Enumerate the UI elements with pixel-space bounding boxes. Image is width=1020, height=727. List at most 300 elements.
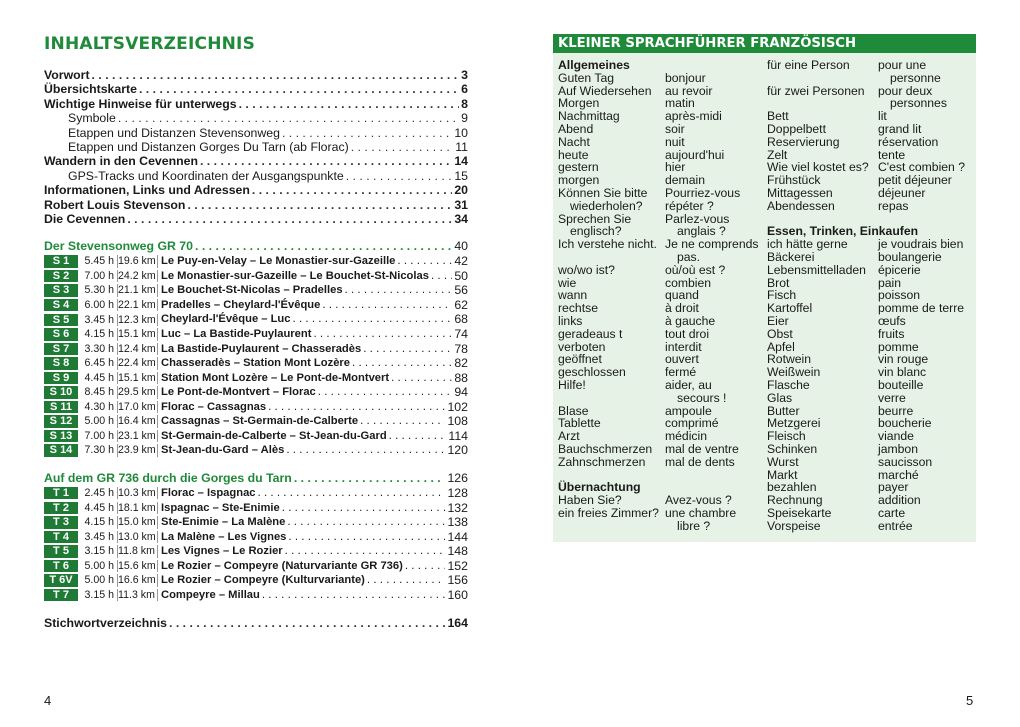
phrase-line: Apfel	[767, 339, 795, 354]
stage-distance: 15.1 km	[118, 328, 158, 341]
stage-row[interactable]	[44, 573, 468, 588]
phrase-line: Bett	[767, 109, 789, 124]
toc-entry[interactable]	[44, 140, 468, 154]
stage-page: 148	[447, 544, 468, 559]
phrase-line: fruits	[878, 326, 905, 341]
leader-dots	[118, 111, 459, 125]
leader-dots	[200, 154, 452, 168]
stage-route: Station Mont Lozère – Le Pont-de-Montvert	[161, 371, 390, 384]
phrase-line: tout droi	[665, 326, 710, 341]
stage-route: Florac – Ispagnac	[161, 486, 256, 499]
phrase-line: Eier	[767, 313, 789, 328]
phrase-line: Avez-vous ?	[665, 493, 732, 508]
phrase-line: une chambre	[665, 505, 737, 520]
phrase-line: pour deux	[878, 83, 933, 98]
stage-distance: 19.6 km	[118, 255, 158, 268]
leader-dots	[351, 140, 454, 154]
phrase-line: Metzgerei	[767, 416, 821, 431]
section-title: Auf dem GR 736 durch die Gorges du Tarn	[44, 470, 292, 485]
toc-entry-text: Etappen und Distanzen Stevensonweg	[68, 125, 280, 140]
stage-row[interactable]	[44, 486, 468, 501]
stage-duration: 7.00 h	[78, 430, 118, 443]
phrase-line: Können Sie bitte	[558, 185, 648, 200]
toc-entry-page: 34	[454, 211, 468, 226]
toc-entry-text: Etappen und Distanzen Gorges Du Tarn (ab Florac)	[68, 139, 349, 154]
stage-distance: 16.4 km	[118, 415, 158, 428]
phrase-line: œufs	[878, 313, 906, 328]
phrase-line: où/où est ?	[665, 262, 726, 277]
phrase-line: aider, au	[665, 377, 712, 392]
phrase-line: ich hätte gerne	[767, 237, 848, 252]
leader-dots	[127, 212, 452, 226]
phrase-line: au revoir	[665, 83, 713, 98]
toc-title: INHALTSVERZEICHNIS	[44, 34, 256, 54]
stage-code-badge: T 3	[44, 516, 78, 529]
stage-route: La Malène – Les Vignes	[161, 530, 287, 543]
stage-page: 74	[454, 327, 468, 342]
stage-page: 56	[454, 283, 468, 298]
page-number-right: 5	[966, 693, 974, 708]
phrase-line: rechtse	[558, 301, 598, 316]
phrase-line: nuit	[665, 134, 685, 149]
phrase-section-heading: Übernachtung	[558, 480, 641, 495]
phrase-line: pomme de terre	[878, 301, 965, 316]
stage-code-badge: S 9	[44, 372, 78, 385]
phrase-line	[767, 72, 878, 85]
leader-dots	[187, 198, 452, 212]
stage-route: Le Rozier – Compeyre (Naturvariante GR 736)	[161, 559, 403, 572]
toc-entry[interactable]	[44, 169, 468, 183]
phrase-line: gestern	[558, 160, 599, 175]
toc-entry[interactable]	[44, 126, 468, 140]
phrase-line: Vorspeise	[767, 518, 821, 533]
stage-distance: 18.1 km	[118, 502, 158, 515]
phrase-line: déjeuner	[878, 185, 926, 200]
stage-code-badge: S 8	[44, 357, 78, 370]
toc-entry-text: Wandern in den Cevennen	[44, 154, 198, 169]
stage-duration: 5.00 h	[78, 415, 118, 428]
phrase-line: Rechnung	[767, 493, 823, 508]
stage-route: Compeyre – Millau	[161, 588, 260, 601]
stage-route: St-Germain-de-Calberte – St-Jean-du-Gard	[161, 429, 387, 442]
phrase-line: Morgen	[558, 96, 600, 111]
leader-dots	[367, 573, 446, 588]
stage-row[interactable]	[44, 269, 468, 284]
stage-route: Pradelles – Cheylard-l'Évêque	[161, 298, 321, 311]
phrase-column-german-1	[553, 59, 665, 532]
stage-row[interactable]	[44, 515, 468, 530]
section-page: 40	[454, 239, 468, 254]
phrase-line: Abend	[558, 121, 594, 136]
stage-row[interactable]	[44, 559, 468, 574]
stage-route: Cheylard-l'Évêque – Luc	[161, 313, 291, 326]
phrase-line: Reservierung	[767, 134, 840, 149]
leader-dots	[405, 559, 446, 574]
phrase-line: geradeaus t	[558, 326, 623, 341]
stage-duration: 3.45 h	[78, 314, 118, 327]
phrase-column-french-1	[665, 59, 767, 532]
stage-distance: 24.2 km	[118, 270, 158, 283]
toc-entry-text: Übersichtskarte	[44, 82, 137, 97]
toc-entry-page: 164	[447, 616, 468, 631]
stage-row[interactable]	[44, 429, 468, 444]
stage-row[interactable]	[44, 312, 468, 327]
phrase-line: mal de dents	[665, 454, 735, 469]
stage-code-badge: S 10	[44, 386, 78, 399]
phrase-line: Blase	[558, 403, 589, 418]
phrase-line: Wie viel kostet es?	[767, 160, 869, 175]
stage-page: 114	[448, 428, 468, 443]
phrase-line	[558, 392, 665, 405]
phrase-line: C'est combien ?	[878, 160, 966, 175]
toc-entry-page: 3	[461, 68, 468, 82]
leader-dots	[322, 298, 452, 313]
stage-page: 160	[447, 587, 468, 602]
phrase-line: Zahnschmerzen	[558, 454, 646, 469]
toc-entry[interactable]	[44, 198, 468, 212]
phrase-line: soir	[665, 121, 685, 136]
stage-distance: 12.4 km	[118, 343, 158, 356]
stage-code-badge: T 6	[44, 560, 78, 573]
phrase-line: Frühstück	[767, 173, 821, 188]
phrase-line: Zelt	[767, 147, 788, 162]
leader-dots	[239, 97, 460, 111]
phrase-line: poisson	[878, 288, 921, 303]
phrase-line: beurre	[878, 403, 914, 418]
stage-row[interactable]	[44, 356, 468, 371]
leader-dots	[346, 169, 453, 183]
phrase-column-french-2	[878, 59, 976, 532]
phrase-line: Arzt	[558, 429, 580, 444]
phrase-line: payer	[878, 480, 909, 495]
stage-code-badge: T 5	[44, 545, 78, 558]
stage-page: 68	[454, 312, 468, 327]
phrase-line: Kartoffel	[767, 301, 813, 316]
phrase-line: saucisson	[878, 454, 933, 469]
phrase-line: geöffnet	[558, 352, 602, 367]
stage-row[interactable]	[44, 544, 468, 559]
toc-entry-text: Robert Louis Stevenson	[44, 197, 186, 212]
phrase-line: addition	[878, 493, 921, 508]
leader-dots	[282, 501, 446, 516]
stage-page: 94	[454, 385, 468, 400]
stage-page: 132	[447, 500, 468, 515]
phrase-line: pas.	[677, 249, 701, 264]
stage-route: Ste-Enimie – La Malène	[161, 516, 286, 529]
phrase-line: hier	[665, 160, 686, 175]
phrase-line: lit	[878, 109, 887, 124]
stage-code-badge: S 13	[44, 430, 78, 443]
stage-code-badge: S 7	[44, 343, 78, 356]
toc-entries	[44, 68, 468, 226]
phrase-line: après-midi	[665, 109, 722, 124]
phrase-line: boulangerie	[878, 249, 942, 264]
section-gr736-heading[interactable]	[44, 471, 468, 486]
stage-page: 42	[454, 254, 468, 269]
toc-entry-page: 8	[461, 96, 468, 111]
leader-dots	[139, 82, 459, 96]
stage-code-badge: T 4	[44, 531, 78, 544]
toc-entry[interactable]	[44, 82, 468, 96]
phrase-line: verre	[878, 390, 906, 405]
stage-duration: 4.15 h	[78, 328, 118, 341]
phrase-line: Sprechen Sie	[558, 211, 632, 226]
section-title: Der Stevensonweg GR 70	[44, 239, 193, 254]
stage-route: Les Vignes – Le Rozier	[161, 545, 283, 558]
leader-dots	[287, 515, 445, 530]
toc-entry-text: Informationen, Links und Adressen	[44, 183, 250, 198]
stage-page: 156	[447, 573, 468, 588]
phrase-line: libre ?	[677, 518, 711, 533]
phrase-line	[558, 251, 665, 264]
phrase-line: à droit	[665, 301, 699, 316]
stage-code-badge: S 2	[44, 270, 78, 283]
phrase-line: wo/wo ist?	[558, 262, 615, 277]
phrase-section-heading: Allgemeines	[558, 58, 630, 72]
phrase-line: Je ne comprends	[665, 237, 759, 252]
stage-duration: 6.00 h	[78, 299, 118, 312]
phrase-line: ouvert	[665, 352, 699, 367]
stage-code-badge: S 6	[44, 328, 78, 341]
toc-entry-text: Die Cevennen	[44, 211, 126, 226]
phrasebook-title: KLEINER SPRACHFÜHRER FRANZÖSISCH	[553, 34, 976, 53]
phrase-line: Bäckerei	[767, 249, 815, 264]
phrase-line: jambon	[878, 441, 918, 456]
phrase-line: Schinken	[767, 441, 818, 456]
phrase-line: Markt	[767, 467, 798, 482]
stage-duration: 5.00 h	[78, 574, 118, 587]
phrase-line: wie	[558, 275, 577, 290]
phrase-line: carte	[878, 505, 906, 520]
toc-entry[interactable]	[44, 183, 468, 197]
stage-route: Cassagnas – St-Germain-de-Calberte	[161, 415, 359, 428]
leader-dots	[92, 68, 460, 82]
stage-row[interactable]	[44, 414, 468, 429]
phrase-line: boucherie	[878, 416, 932, 431]
stage-distance: 15.1 km	[118, 372, 158, 385]
phrase-line: Haben Sie?	[558, 493, 622, 508]
section-stevensonweg-heading[interactable]	[44, 239, 468, 254]
stage-duration: 2.45 h	[78, 487, 118, 500]
phrase-line: Tablette	[558, 416, 601, 431]
phrase-line: entrée	[878, 518, 913, 533]
toc-entry-text: GPS-Tracks und Koordinaten der Ausgangspunkte	[68, 168, 344, 183]
phrase-section-heading: Essen, Trinken, Einkaufen	[767, 224, 919, 239]
leader-dots	[288, 530, 445, 545]
stage-route: Florac – Cassagnas	[161, 400, 267, 413]
stage-page: 108	[447, 414, 468, 429]
phrase-line: je voudrais bien	[878, 237, 964, 252]
stage-row[interactable]	[44, 283, 468, 298]
stage-row[interactable]	[44, 443, 468, 458]
phrase-line: morgen	[558, 173, 600, 188]
phrase-line: Nacht	[558, 134, 590, 149]
stage-row[interactable]	[44, 588, 468, 603]
stage-code-badge: S 4	[44, 299, 78, 312]
toc-entry-page: 15	[454, 168, 468, 183]
phrase-line	[665, 469, 767, 482]
leader-dots	[345, 283, 453, 298]
toc-entry[interactable]	[44, 111, 468, 125]
phrase-line: Auf Wiedersehen	[558, 83, 652, 98]
toc-entry-page: 20	[454, 183, 468, 198]
phrase-line: tente	[878, 147, 906, 162]
phrase-line: Rotwein	[767, 352, 812, 367]
stage-distance: 12.3 km	[118, 314, 158, 327]
toc-entry-page: 31	[454, 197, 468, 212]
phrase-line: combien	[665, 275, 712, 290]
phrase-line: réservation	[878, 134, 939, 149]
stage-distance: 11.3 km	[118, 589, 158, 602]
stage-route: Luc – La Bastide-Puylaurent	[161, 328, 312, 341]
toc-entry-page: 6	[461, 82, 468, 97]
phrase-line: Mittagessen	[767, 185, 833, 200]
phrase-line: für eine Person	[767, 58, 850, 72]
toc-entry-text: Symbole	[68, 111, 116, 126]
phrase-line: links	[558, 313, 583, 328]
stage-route: Chasseradès – Station Mont Lozère	[161, 357, 350, 370]
phrase-line: für zwei Personen	[767, 83, 865, 98]
toc-entry-text: Vorwort	[44, 68, 90, 82]
phrase-line: demain	[665, 173, 705, 188]
stage-distance: 15.0 km	[118, 516, 158, 529]
phrase-line: Obst	[767, 326, 793, 341]
stage-duration: 7.00 h	[78, 270, 118, 283]
leader-dots	[286, 443, 445, 458]
leader-dots	[352, 356, 452, 371]
toc-entry[interactable]	[44, 68, 468, 82]
phrase-line: Hilfe!	[558, 377, 586, 392]
phrase-line: Glas	[767, 390, 793, 405]
stage-duration: 5.45 h	[78, 255, 118, 268]
stage-row[interactable]	[44, 385, 468, 400]
leader-dots	[258, 486, 446, 501]
stage-row[interactable]	[44, 371, 468, 386]
phrase-line: vin blanc	[878, 365, 927, 380]
phrase-line: ampoule	[665, 403, 712, 418]
stage-page: 120	[447, 443, 468, 458]
stage-duration: 8.45 h	[78, 386, 118, 399]
leader-dots	[318, 385, 453, 400]
section-page: 126	[447, 470, 468, 485]
phrase-line: Abendessen	[767, 198, 835, 213]
phrase-line: anglais ?	[677, 224, 726, 239]
phrase-line: bonjour	[665, 70, 706, 85]
leader-dots	[252, 183, 452, 197]
phrase-line: Brot	[767, 275, 790, 290]
stage-row[interactable]	[44, 530, 468, 545]
stage-row[interactable]	[44, 400, 468, 415]
phrase-line: médicin	[665, 429, 707, 444]
stage-distance: 22.1 km	[118, 299, 158, 312]
stage-distance: 29.5 km	[118, 386, 158, 399]
leader-dots	[313, 327, 452, 342]
phrase-line: vin rouge	[878, 352, 929, 367]
stage-code-badge: S 11	[44, 401, 78, 414]
stage-page: 50	[454, 268, 468, 283]
phrase-line	[665, 59, 767, 72]
stage-duration: 4.45 h	[78, 372, 118, 385]
stage-code-badge: S 14	[44, 444, 78, 457]
phrase-line: Ich verstehe nicht.	[558, 237, 657, 252]
stage-page: 62	[454, 297, 468, 312]
stage-row[interactable]	[44, 254, 468, 269]
stage-code-badge: T 6V	[44, 574, 78, 587]
stage-distance: 17.0 km	[118, 401, 158, 414]
leader-dots	[262, 588, 446, 603]
stage-distance: 23.9 km	[118, 444, 158, 457]
stage-code-badge: T 1	[44, 487, 78, 500]
leader-dots	[282, 126, 452, 140]
stage-row[interactable]	[44, 298, 468, 313]
stage-duration: 3.15 h	[78, 589, 118, 602]
stage-route: Le Rozier – Compeyre (Kulturvariante)	[161, 574, 365, 587]
leader-dots	[293, 312, 453, 327]
phrase-line: verboten	[558, 339, 606, 354]
phrase-line: aujourd'hui	[665, 147, 725, 162]
phrase-line	[878, 213, 976, 226]
toc-entry-page: 11	[455, 139, 468, 154]
toc-entry-text: Wichtige Hinweise für unterwegs	[44, 96, 237, 111]
stage-row[interactable]	[44, 327, 468, 342]
phrase-line: fermé	[665, 365, 697, 380]
stage-page: 128	[447, 485, 468, 500]
stage-distance: 11.8 km	[118, 545, 158, 558]
phrase-line: Speisekarte	[767, 505, 832, 520]
stage-distance: 15.6 km	[118, 560, 158, 573]
phrase-line: heute	[558, 147, 589, 162]
stage-row[interactable]	[44, 342, 468, 357]
stage-duration: 7.30 h	[78, 444, 118, 457]
toc-entry[interactable]	[44, 154, 468, 168]
leader-dots	[268, 400, 445, 415]
stage-duration: 4.15 h	[78, 516, 118, 529]
phrase-line: bouteille	[878, 377, 924, 392]
toc-entry[interactable]	[44, 212, 468, 226]
phrase-line: interdit	[665, 339, 702, 354]
stage-route: Ispagnac – Ste-Enimie	[161, 501, 280, 514]
phrase-line: Wurst	[767, 454, 799, 469]
stage-duration: 4.30 h	[78, 401, 118, 414]
toc-entry-page: 14	[454, 154, 468, 169]
stage-distance: 13.0 km	[118, 531, 158, 544]
phrase-line: Pourriez-vous	[665, 185, 741, 200]
toc-entry-page: 9	[461, 111, 468, 126]
phrase-line: quand	[665, 288, 699, 303]
stage-page: 152	[447, 558, 468, 573]
phrase-line: wann	[558, 288, 588, 303]
gr736-stages	[44, 486, 468, 602]
phrase-line: Flasche	[767, 377, 810, 392]
phrase-line: personnes	[890, 96, 947, 111]
phrase-line: Parlez-vous	[665, 211, 730, 226]
stage-route: La Bastide-Puylaurent – Chasseradès	[161, 342, 362, 355]
stage-duration: 3.30 h	[78, 343, 118, 356]
page-number-left: 4	[44, 693, 52, 708]
phrase-line: Fleisch	[767, 429, 806, 444]
stage-duration: 6.45 h	[78, 357, 118, 370]
toc-entry[interactable]	[44, 97, 468, 111]
phrase-line: repas	[878, 198, 909, 213]
stage-page: 102	[447, 399, 468, 414]
phrase-line: Fisch	[767, 288, 797, 303]
toc-entry-index[interactable]	[44, 616, 468, 630]
phrase-line: matin	[665, 96, 695, 111]
stage-row[interactable]	[44, 501, 468, 516]
phrase-line: Doppelbett	[767, 121, 826, 136]
stage-page: 78	[454, 341, 468, 356]
stage-duration: 4.45 h	[78, 502, 118, 515]
